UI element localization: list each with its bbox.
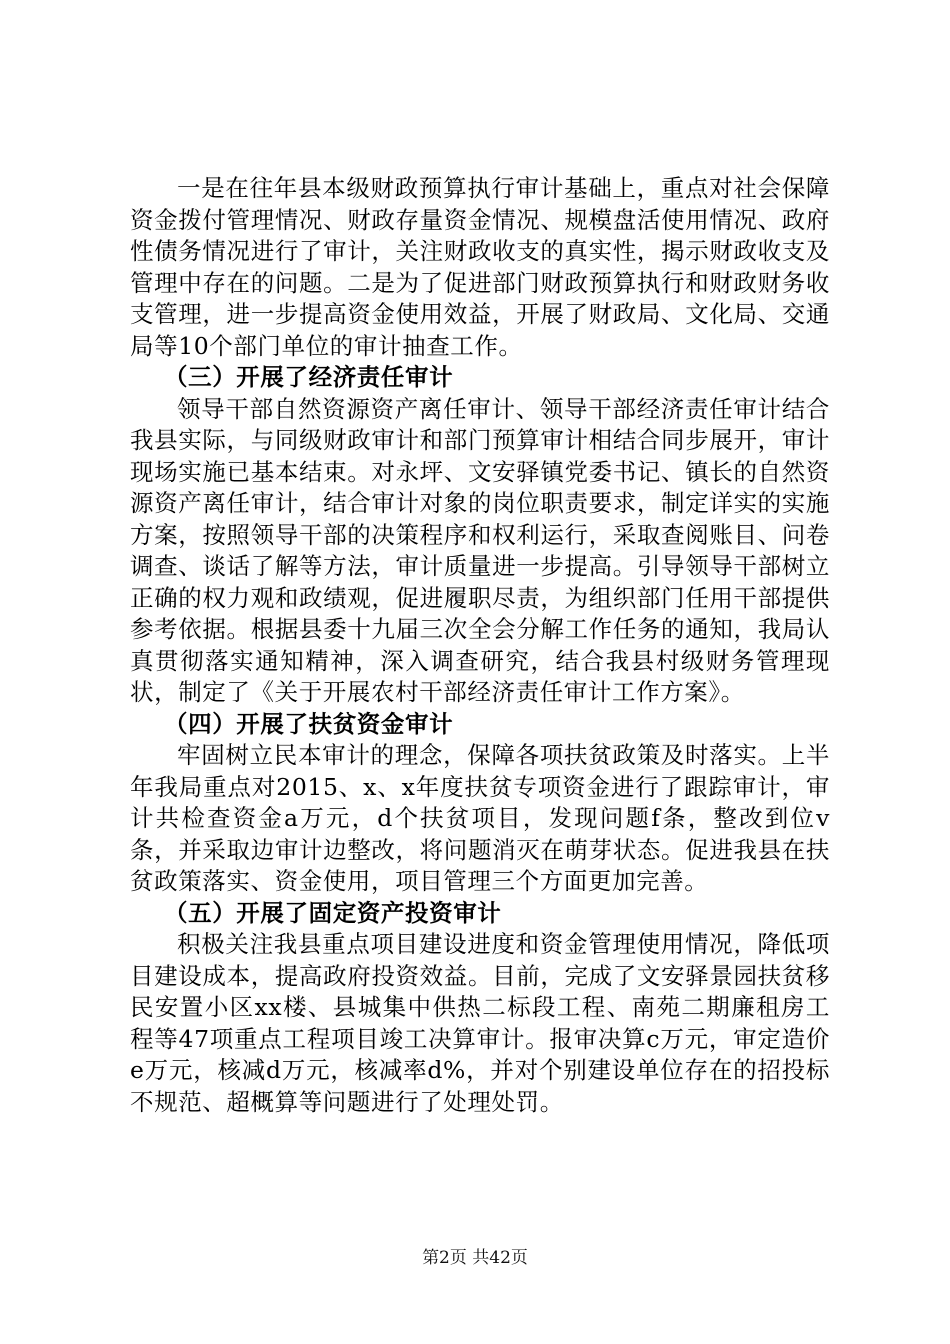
page-number-footer: 第2页 共42页 bbox=[422, 1248, 528, 1268]
heading-poverty-fund-audit: （四）开展了扶贫资金审计 bbox=[164, 709, 454, 738]
paragraph-fixed-asset-audit: 积极关注我县重点项目建设进度和资金管理使用情况，降低项目建设成本，提高政府投资效益。目前，完成了文安驿景园扶贫移民安置小区xx楼、县城集中供热二标段工程、南苑二期廉租房工程等47项重点工程项目竣工决算审计。报审决算c万元，审定造价e万元，核减d万元，核减率d%，并对个别建设单位存在的招投标不规范、超概算等问题进行了处理处罚。 bbox=[130, 930, 830, 1116]
paragraph-economic-responsibility-audit: 领导干部自然资源资产离任审计、领导干部经济责任审计结合我县实际，与同级财政审计和部门预算审计相结合同步展开，审计现场实施已基本结束。对永坪、文安驿镇党委书记、镇长的自然资源资产离任审计，结合审计对象的岗位职责要求，制定详实的实施方案，按照领导干部的决策程序和权利运行，采取查阅账目、问卷调查、谈话了解等方法，审计质量进一步提高。引导领导干部树立正确的权力观和政绩观，促进履职尽责，为组织部门任用干部提供参考依据。根据县委十九届三次全会分解工作任务的通知，我局认真贯彻落实通知精神，深入调查研究，结合我县村级财务管理现状，制定了《关于开展农村干部经济责任审计工作方案》。 bbox=[130, 394, 830, 706]
document-body bbox=[130, 173, 830, 1118]
paragraph-poverty-fund-audit: 牢固树立民本审计的理念，保障各项扶贫政策及时落实。上半年我局重点对2015、x、x年度扶贫专项资金进行了跟踪审计，审计共检查资金a万元，d个扶贫项目，发现问题f条，整改到位v条，并采取边审计边整改，将问题消灭在萌芽状态。促进我县在扶贫政策落实、资金使用，项目管理三个方面更加完善。 bbox=[130, 741, 830, 895]
heading-economic-responsibility-audit: （三）开展了经济责任审计 bbox=[164, 363, 454, 391]
heading-fixed-asset-audit: （五）开展了固定资产投资审计 bbox=[164, 898, 502, 927]
paragraph-budget-audit: 一是在往年县本级财政预算执行审计基础上，重点对社会保障资金拨付管理情况、财政存量资金情况、规模盘活使用情况、政府性债务情况进行了审计，关注财政收支的真实性，揭示财政收支及管理中存在的问题。二是为了促进部门财政预算执行和财政财务收支管理，进一步提高资金使用效益，开展了财政局、文化局、交通局等10个部门单位的审计抽查工作。 bbox=[130, 174, 830, 360]
